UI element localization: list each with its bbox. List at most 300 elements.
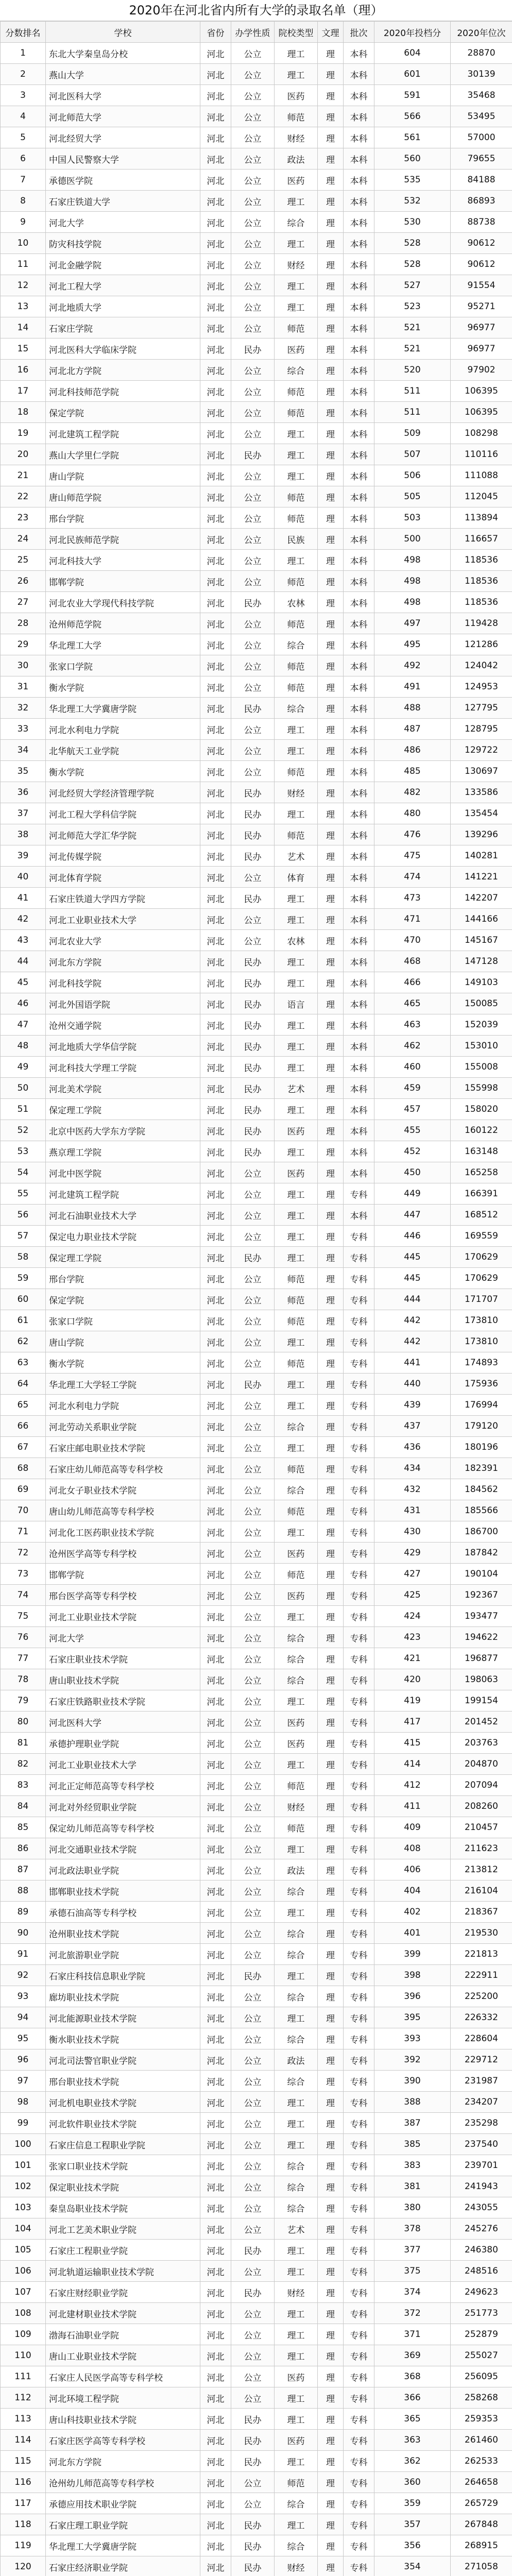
province-cell: 河北 <box>200 2240 231 2261</box>
type-cell: 师范 <box>275 1775 318 1796</box>
score-cell: 430 <box>374 1521 451 1543</box>
table-row <box>1 1521 512 1543</box>
batch-cell: 本科 <box>344 465 374 486</box>
stream-cell: 理 <box>318 106 344 127</box>
score-cell: 356 <box>374 2535 451 2556</box>
rank-cell: 85 <box>1 1817 46 1838</box>
batch-cell: 专科 <box>344 1986 374 2007</box>
stream-cell: 理 <box>318 1733 344 1754</box>
position-cell: 111088 <box>451 465 512 486</box>
position-cell: 241943 <box>451 2176 512 2197</box>
type-cell: 理工 <box>275 719 318 740</box>
type-cell: 理工 <box>275 1226 318 1247</box>
type-cell: 理工 <box>275 64 318 85</box>
score-cell: 509 <box>374 423 451 444</box>
table-row <box>1 465 512 486</box>
school-cell: 河北经贸大学 <box>46 127 200 148</box>
school-cell: 保定学院 <box>46 402 200 423</box>
ownership-cell: 公立 <box>231 2049 275 2071</box>
table-row <box>1 761 512 782</box>
position-cell: 203763 <box>451 1733 512 1754</box>
score-cell: 482 <box>374 782 451 803</box>
rank-cell: 95 <box>1 2028 46 2049</box>
table-row <box>1 1902 512 1923</box>
position-cell: 268915 <box>451 2535 512 2556</box>
school-cell: 河北旅游职业学院 <box>46 1944 200 1965</box>
rank-cell: 48 <box>1 1036 46 1057</box>
header-province: 省份 <box>200 22 231 43</box>
type-cell: 理工 <box>275 2007 318 2028</box>
rank-cell: 90 <box>1 1923 46 1944</box>
type-cell: 师范 <box>275 2472 318 2493</box>
type-cell: 师范 <box>275 402 318 423</box>
position-cell: 127795 <box>451 698 512 719</box>
position-cell: 160122 <box>451 1120 512 1141</box>
table-row <box>1 740 512 761</box>
stream-cell: 理 <box>318 444 344 465</box>
score-cell: 492 <box>374 655 451 676</box>
school-cell: 保定幼儿师范高等专科学校 <box>46 1817 200 1838</box>
batch-cell: 专科 <box>344 1564 374 1585</box>
province-cell: 河北 <box>200 64 231 85</box>
batch-cell: 本科 <box>344 782 374 803</box>
school-cell: 河北外国语学院 <box>46 993 200 1014</box>
score-cell: 460 <box>374 1057 451 1078</box>
score-cell: 498 <box>374 592 451 613</box>
province-cell: 河北 <box>200 2345 231 2366</box>
stream-cell: 理 <box>318 930 344 951</box>
type-cell: 理工 <box>275 2409 318 2430</box>
batch-cell: 专科 <box>344 1880 374 1902</box>
stream-cell: 理 <box>318 1310 344 1331</box>
position-cell: 175936 <box>451 1374 512 1395</box>
table-row <box>1 2134 512 2155</box>
table-row <box>1 676 512 698</box>
position-cell: 235298 <box>451 2113 512 2134</box>
school-cell: 河北地质大学华信学院 <box>46 1036 200 1057</box>
type-cell: 综合 <box>275 1669 318 1690</box>
type-cell: 医药 <box>275 1711 318 1733</box>
stream-cell: 理 <box>318 698 344 719</box>
position-cell: 129722 <box>451 740 512 761</box>
score-cell: 466 <box>374 972 451 993</box>
score-cell: 383 <box>374 2155 451 2176</box>
position-cell: 180196 <box>451 1437 512 1458</box>
province-cell: 河北 <box>200 338 231 360</box>
province-cell: 河北 <box>200 740 231 761</box>
batch-cell: 专科 <box>344 1690 374 1711</box>
table-row <box>1 2240 512 2261</box>
ownership-cell: 民办 <box>231 338 275 360</box>
province-cell: 河北 <box>200 1923 231 1944</box>
table-row <box>1 951 512 972</box>
type-cell: 师范 <box>275 761 318 782</box>
batch-cell: 专科 <box>344 2282 374 2303</box>
score-cell: 498 <box>374 571 451 592</box>
type-cell: 理工 <box>275 1331 318 1352</box>
ownership-cell: 公立 <box>231 867 275 888</box>
position-cell: 190104 <box>451 1564 512 1585</box>
type-cell: 师范 <box>275 1352 318 1374</box>
score-cell: 561 <box>374 127 451 148</box>
batch-cell: 专科 <box>344 1775 374 1796</box>
score-cell: 360 <box>374 2472 451 2493</box>
position-cell: 204870 <box>451 1754 512 1775</box>
stream-cell: 理 <box>318 571 344 592</box>
school-cell: 河北轨道运输职业技术学院 <box>46 2261 200 2282</box>
ownership-cell: 公立 <box>231 1162 275 1183</box>
province-cell: 河北 <box>200 803 231 824</box>
ownership-cell: 民办 <box>231 1247 275 1268</box>
batch-cell: 本科 <box>344 212 374 233</box>
school-cell: 承德应用技术职业学院 <box>46 2493 200 2514</box>
ownership-cell: 公立 <box>231 1817 275 1838</box>
rank-cell: 114 <box>1 2430 46 2451</box>
batch-cell: 本科 <box>344 254 374 275</box>
rank-cell: 73 <box>1 1564 46 1585</box>
batch-cell: 专科 <box>344 2218 374 2240</box>
type-cell: 医药 <box>275 1120 318 1141</box>
stream-cell: 理 <box>318 1437 344 1458</box>
stream-cell: 理 <box>318 2303 344 2324</box>
type-cell: 理工 <box>275 2134 318 2155</box>
rank-cell: 96 <box>1 2049 46 2071</box>
position-cell: 139296 <box>451 824 512 845</box>
score-cell: 506 <box>374 465 451 486</box>
score-cell: 470 <box>374 930 451 951</box>
type-cell: 师范 <box>275 1817 318 1838</box>
rank-cell: 56 <box>1 1205 46 1226</box>
position-cell: 228604 <box>451 2028 512 2049</box>
province-cell: 河北 <box>200 170 231 191</box>
type-cell: 理工 <box>275 1395 318 1416</box>
province-cell: 河北 <box>200 2197 231 2218</box>
school-cell: 邢台学院 <box>46 1268 200 1289</box>
province-cell: 河北 <box>200 2113 231 2134</box>
school-cell: 河北中医学院 <box>46 1162 200 1183</box>
table-row <box>1 2155 512 2176</box>
ownership-cell: 公立 <box>231 761 275 782</box>
ownership-cell: 公立 <box>231 1648 275 1669</box>
province-cell: 河北 <box>200 634 231 655</box>
type-cell: 财经 <box>275 2282 318 2303</box>
batch-cell: 专科 <box>344 2261 374 2282</box>
table-row <box>1 338 512 360</box>
ownership-cell: 公立 <box>231 1205 275 1226</box>
position-cell: 261460 <box>451 2430 512 2451</box>
rank-cell: 41 <box>1 888 46 909</box>
position-cell: 144166 <box>451 909 512 930</box>
rank-cell: 118 <box>1 2514 46 2535</box>
position-cell: 165258 <box>451 1162 512 1183</box>
batch-cell: 本科 <box>344 360 374 381</box>
type-cell: 理工 <box>275 2303 318 2324</box>
ownership-cell: 公立 <box>231 1564 275 1585</box>
score-cell: 462 <box>374 1036 451 1057</box>
school-cell: 河北环境工程学院 <box>46 2387 200 2409</box>
batch-cell: 本科 <box>344 1162 374 1183</box>
rank-cell: 97 <box>1 2071 46 2092</box>
stream-cell: 理 <box>318 2556 344 2576</box>
province-cell: 河北 <box>200 1183 231 1205</box>
header-ownership: 办学性质 <box>231 22 275 43</box>
table-row <box>1 317 512 338</box>
score-cell: 450 <box>374 1162 451 1183</box>
table-row <box>1 1733 512 1754</box>
stream-cell: 理 <box>318 740 344 761</box>
position-cell: 53495 <box>451 106 512 127</box>
page-title: 2020年在河北省内所有大学的录取名单（理） <box>0 0 512 21</box>
batch-cell: 本科 <box>344 993 374 1014</box>
score-cell: 511 <box>374 381 451 402</box>
type-cell: 综合 <box>275 1986 318 2007</box>
type-cell: 理工 <box>275 1036 318 1057</box>
rank-cell: 9 <box>1 212 46 233</box>
ownership-cell: 公立 <box>231 1585 275 1606</box>
score-cell: 521 <box>374 317 451 338</box>
batch-cell: 专科 <box>344 1416 374 1437</box>
score-cell: 475 <box>374 845 451 867</box>
type-cell: 综合 <box>275 2028 318 2049</box>
score-cell: 480 <box>374 803 451 824</box>
rank-cell: 14 <box>1 317 46 338</box>
stream-cell: 理 <box>318 1416 344 1437</box>
position-cell: 237540 <box>451 2134 512 2155</box>
score-cell: 412 <box>374 1775 451 1796</box>
stream-cell: 理 <box>318 1374 344 1395</box>
position-cell: 255027 <box>451 2345 512 2366</box>
stream-cell: 理 <box>318 1057 344 1078</box>
rank-cell: 20 <box>1 444 46 465</box>
position-cell: 84188 <box>451 170 512 191</box>
ownership-cell: 公立 <box>231 529 275 550</box>
table-header-row <box>1 22 512 43</box>
rank-cell: 99 <box>1 2113 46 2134</box>
province-cell: 河北 <box>200 1543 231 1564</box>
province-cell: 河北 <box>200 1944 231 1965</box>
type-cell: 综合 <box>275 698 318 719</box>
school-cell: 东北大学秦皇岛分校 <box>46 43 200 64</box>
rank-cell: 69 <box>1 1479 46 1500</box>
ownership-cell: 公立 <box>231 634 275 655</box>
position-cell: 208260 <box>451 1796 512 1817</box>
stream-cell: 理 <box>318 1690 344 1711</box>
ownership-cell: 公立 <box>231 2134 275 2155</box>
province-cell: 河北 <box>200 1014 231 1036</box>
table-row <box>1 2556 512 2576</box>
score-cell: 442 <box>374 1310 451 1331</box>
position-cell: 147128 <box>451 951 512 972</box>
score-cell: 402 <box>374 1902 451 1923</box>
position-cell: 265729 <box>451 2493 512 2514</box>
ownership-cell: 公立 <box>231 1690 275 1711</box>
table-row <box>1 2324 512 2345</box>
rank-cell: 102 <box>1 2176 46 2197</box>
school-cell: 河北能源职业技术学院 <box>46 2007 200 2028</box>
ownership-cell: 公立 <box>231 2387 275 2409</box>
batch-cell: 专科 <box>344 1838 374 1859</box>
school-cell: 河北经贸大学经济管理学院 <box>46 782 200 803</box>
table-row <box>1 782 512 803</box>
batch-cell: 本科 <box>344 507 374 529</box>
school-cell: 保定学院 <box>46 1289 200 1310</box>
table-row <box>1 106 512 127</box>
table-row <box>1 571 512 592</box>
rank-cell: 15 <box>1 338 46 360</box>
type-cell: 理工 <box>275 1205 318 1226</box>
stream-cell: 理 <box>318 2197 344 2218</box>
table-row <box>1 1395 512 1416</box>
ownership-cell: 民办 <box>231 1120 275 1141</box>
type-cell: 综合 <box>275 2493 318 2514</box>
table-row <box>1 2430 512 2451</box>
stream-cell: 理 <box>318 1838 344 1859</box>
table-row <box>1 2113 512 2134</box>
ownership-cell: 公立 <box>231 1775 275 1796</box>
stream-cell: 理 <box>318 888 344 909</box>
position-cell: 248516 <box>451 2261 512 2282</box>
position-cell: 210457 <box>451 1817 512 1838</box>
stream-cell: 理 <box>318 465 344 486</box>
stream-cell: 理 <box>318 2261 344 2282</box>
school-cell: 衡水学院 <box>46 676 200 698</box>
school-cell: 石家庄工程职业学院 <box>46 2240 200 2261</box>
province-cell: 河北 <box>200 106 231 127</box>
province-cell: 河北 <box>200 1078 231 1099</box>
batch-cell: 专科 <box>344 1606 374 1627</box>
position-cell: 95271 <box>451 296 512 317</box>
rank-cell: 40 <box>1 867 46 888</box>
type-cell: 师范 <box>275 507 318 529</box>
province-cell: 河北 <box>200 571 231 592</box>
position-cell: 90612 <box>451 233 512 254</box>
ownership-cell: 民办 <box>231 2240 275 2261</box>
score-cell: 459 <box>374 1078 451 1099</box>
position-cell: 86893 <box>451 191 512 212</box>
type-cell: 医药 <box>275 2366 318 2387</box>
table-row <box>1 402 512 423</box>
position-cell: 96977 <box>451 317 512 338</box>
position-cell: 267848 <box>451 2514 512 2535</box>
school-cell: 河北水利电力学院 <box>46 1395 200 1416</box>
position-cell: 110116 <box>451 444 512 465</box>
rank-cell: 100 <box>1 2134 46 2155</box>
batch-cell: 本科 <box>344 1014 374 1036</box>
table-row <box>1 148 512 170</box>
ownership-cell: 民办 <box>231 845 275 867</box>
stream-cell: 理 <box>318 233 344 254</box>
rank-cell: 13 <box>1 296 46 317</box>
table-row <box>1 1796 512 1817</box>
stream-cell: 理 <box>318 1183 344 1205</box>
position-cell: 173810 <box>451 1310 512 1331</box>
table-row <box>1 1141 512 1162</box>
batch-cell: 本科 <box>344 761 374 782</box>
score-cell: 447 <box>374 1205 451 1226</box>
school-cell: 石家庄人民医学高等专科学校 <box>46 2366 200 2387</box>
position-cell: 150085 <box>451 993 512 1014</box>
batch-cell: 本科 <box>344 613 374 634</box>
stream-cell: 理 <box>318 1141 344 1162</box>
province-cell: 河北 <box>200 2261 231 2282</box>
ownership-cell: 民办 <box>231 592 275 613</box>
position-cell: 199154 <box>451 1690 512 1711</box>
stream-cell: 理 <box>318 1036 344 1057</box>
ownership-cell: 公立 <box>231 1986 275 2007</box>
stream-cell: 理 <box>318 2028 344 2049</box>
rank-cell: 94 <box>1 2007 46 2028</box>
position-cell: 57000 <box>451 127 512 148</box>
type-cell: 理工 <box>275 233 318 254</box>
score-cell: 465 <box>374 993 451 1014</box>
rank-cell: 106 <box>1 2261 46 2282</box>
school-cell: 河北机电职业技术学院 <box>46 2092 200 2113</box>
school-cell: 保定理工学院 <box>46 1099 200 1120</box>
score-cell: 473 <box>374 888 451 909</box>
school-cell: 燕山大学 <box>46 64 200 85</box>
score-cell: 368 <box>374 2366 451 2387</box>
stream-cell: 理 <box>318 1120 344 1141</box>
province-cell: 河北 <box>200 2282 231 2303</box>
school-cell: 渤海石油职业学院 <box>46 2324 200 2345</box>
score-cell: 476 <box>374 824 451 845</box>
rank-cell: 59 <box>1 1268 46 1289</box>
position-cell: 192367 <box>451 1585 512 1606</box>
batch-cell: 本科 <box>344 106 374 127</box>
batch-cell: 本科 <box>344 64 374 85</box>
type-cell: 综合 <box>275 212 318 233</box>
type-cell: 师范 <box>275 655 318 676</box>
type-cell: 体育 <box>275 867 318 888</box>
score-cell: 359 <box>374 2493 451 2514</box>
stream-cell: 理 <box>318 1247 344 1268</box>
rank-cell: 28 <box>1 613 46 634</box>
score-cell: 378 <box>374 2218 451 2240</box>
ownership-cell: 民办 <box>231 993 275 1014</box>
province-cell: 河北 <box>200 1859 231 1880</box>
ownership-cell: 民办 <box>231 782 275 803</box>
table-row <box>1 1437 512 1458</box>
ownership-cell: 公立 <box>231 402 275 423</box>
score-cell: 566 <box>374 106 451 127</box>
table-row <box>1 1268 512 1289</box>
batch-cell: 本科 <box>344 803 374 824</box>
stream-cell: 理 <box>318 1395 344 1416</box>
province-cell: 河北 <box>200 1289 231 1310</box>
type-cell: 财经 <box>275 2556 318 2576</box>
ownership-cell: 公立 <box>231 360 275 381</box>
batch-cell: 本科 <box>344 275 374 296</box>
type-cell: 理工 <box>275 275 318 296</box>
position-cell: 135454 <box>451 803 512 824</box>
school-cell: 石家庄铁路职业技术学院 <box>46 1690 200 1711</box>
score-cell: 471 <box>374 909 451 930</box>
ownership-cell: 民办 <box>231 1078 275 1099</box>
school-cell: 保定电力职业技术学院 <box>46 1226 200 1247</box>
batch-cell: 专科 <box>344 1500 374 1521</box>
ownership-cell: 民办 <box>231 698 275 719</box>
rank-cell: 29 <box>1 634 46 655</box>
score-cell: 399 <box>374 1944 451 1965</box>
school-cell: 石家庄财经职业学院 <box>46 2282 200 2303</box>
school-cell: 石家庄铁道大学 <box>46 191 200 212</box>
table-row <box>1 1986 512 2007</box>
stream-cell: 理 <box>318 360 344 381</box>
batch-cell: 本科 <box>344 824 374 845</box>
position-cell: 96977 <box>451 338 512 360</box>
table-row <box>1 507 512 529</box>
type-cell: 财经 <box>275 782 318 803</box>
